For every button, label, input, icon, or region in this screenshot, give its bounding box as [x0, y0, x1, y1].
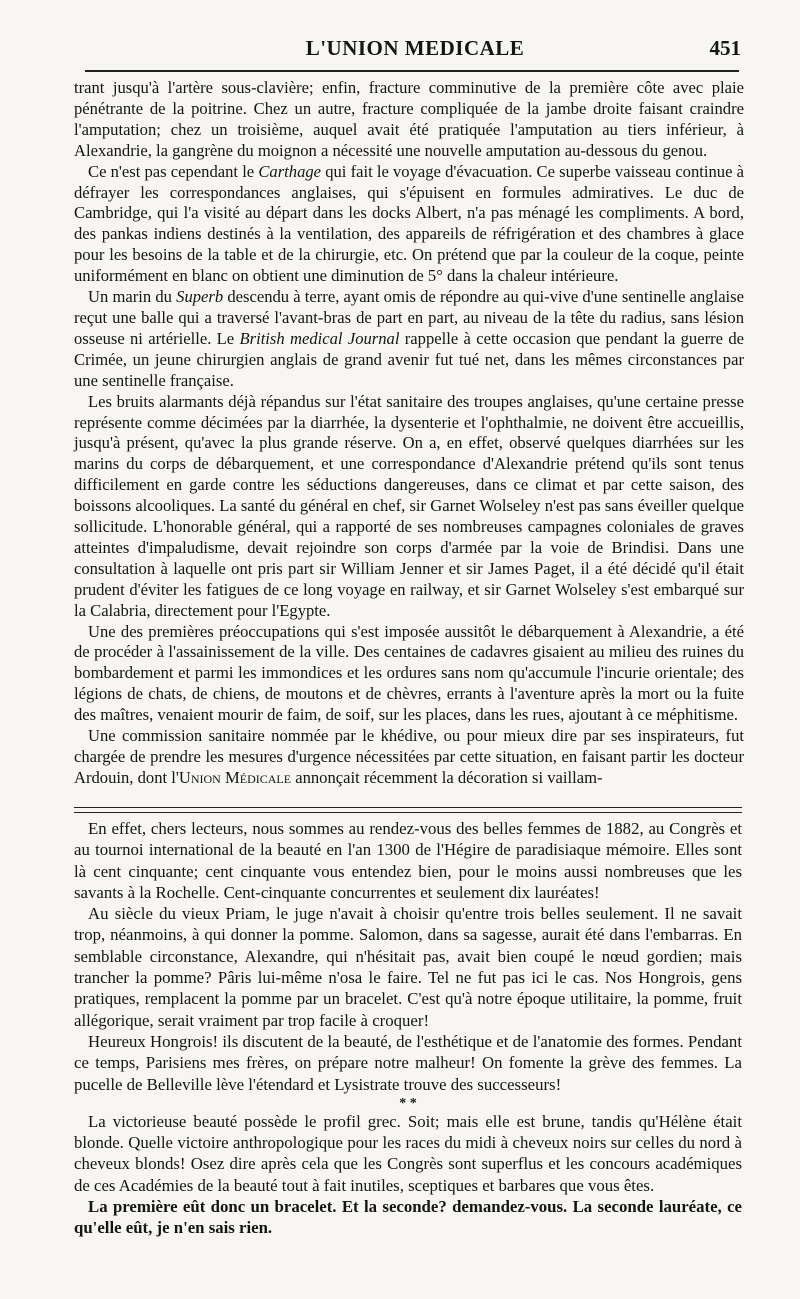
- ship-name: Superb: [176, 287, 224, 307]
- ship-name: Carthage: [258, 161, 322, 181]
- text-run: Un marin du: [88, 287, 177, 307]
- section-separator: * *: [399, 1095, 417, 1111]
- feuilleton-paragraph: Au siècle du vieux Priam, le juge n'avait à choisir qu'entre trois belles seulement. Il ne savait trop, néanmoins, à qui donner la pomme. Salomon, dans sa sagesse, aurait été dans l'embarras. En semblable circonstance, Alexandre, qui n'hésitait pas, avait bien coupé le nœud gordien; mais trancher la pomme? Pâris lui-même n'osa le faire. Tel ne fut pas ici le cas. Nos Hongrois, gens pratiques, remplacent la pomme par un bracelet. C'est qu'à notre époque utilitaire, la pomme, fruit allégorique, serait vraiment par trop facile à croquer!: [74, 904, 742, 1030]
- text-run: qui fait le voyage d'évacuation. Ce superbe vaisseau continue à défrayer les correspondances anglaises, qui s'épuisent en formules admiratives. Le duc de Cambridge, qui l'a visité au départ dans les docks Albert, n'a pas ménagé les compliments. A bord, des pankas indiens destinés à la ventilation, des appareils de réfrigération et des chambres à glace pour les besoins de la table et de la chirurgie, etc. On prétend que par la couleur de la coque, peinte uniformément en blanc on obtient une diminution de 5° dans la chaleur intérieure.: [74, 161, 744, 286]
- article-paragraph: [74, 287, 744, 392]
- feuilleton-section: [74, 818, 742, 1239]
- text-run: annonçait récemment la décoration si vaillam-: [291, 767, 603, 787]
- header-rule: [85, 70, 739, 72]
- text-run: Ce n'est pas cependant le: [88, 161, 259, 181]
- main-article: [74, 78, 744, 789]
- feuilleton-paragraph: La première eût donc un bracelet. Et la seconde? demandez-vous. La seconde lauréate, ce qu'elle eût, je n'en sais rien.: [74, 1197, 742, 1238]
- page-header: [85, 36, 745, 68]
- journal-name: Union Médicale: [178, 767, 292, 787]
- page-number: 451: [709, 36, 741, 60]
- text-run: Une commission sanitaire nommée par le khédive, ou pour mieux dire par ses inspirateurs, fut chargée de prendre les mesures d'urgence nécessitées par cette situation, en faisant partir les docteur Ardouin, dont l': [74, 726, 744, 787]
- article-paragraph: [74, 162, 744, 287]
- text-run: descendu à terre, ayant omis de répondre au qui-vive d'une sentinelle anglaise reçut une balle qui a traversé l'avant-bras de part en part, au niveau de la tête du radius, sans lésion osseuse ni artérielle. Le: [74, 287, 744, 348]
- article-paragraph: Une des premières préoccupations qui s'est imposée aussitôt le débarquement à Alexandrie, a été de procéder à l'assainissement de la ville. Des centaines de cadavres gisaient au milieu des ruines du bombardement et parmi les immondices et les ordures sans nom qu'accumule l'incurie orientale; des légions de chats, de chiens, de moutons et de chèvres, errants à l'aventure après la mort ou la fuite des maîtres, venaient mourir de faim, de soif, sur les places, dans les rues, ajoutant à ce méphitisme.: [74, 621, 744, 725]
- journal-name: British medical Journal: [239, 328, 400, 348]
- text-run: rappelle à cette occasion que pendant la guerre de Crimée, un jeune chirurgien anglais de grand avenir fut tué net, dans les mêmes circonstances par une sentinelle française.: [74, 328, 744, 390]
- article-paragraph: [74, 726, 744, 789]
- feuilleton-paragraph: La victorieuse beauté possède le profil grec. Soit; mais elle est brune, tandis qu'Hélène était blonde. Quelle victoire anthropologique pour les races du midi à cheveux noirs sur celles du nord à cheveux blonds! Osez dire après cela que les Congrès sont superflus et les concours académiques de ces Académies de la beauté tout à fait inutiles, sceptiques et barbares que vous êtes.: [74, 1111, 742, 1195]
- feuilleton-divider: [74, 807, 742, 813]
- journal-title: L'UNION MEDICALE: [305, 36, 525, 60]
- article-paragraph: Les bruits alarmants déjà répandus sur l'état sanitaire des troupes anglaises, qu'une certaine presse représente comme décimées par la diarrhée, la dysenterie et l'ophthalmie, ne doivent être accueillis, jusqu'à présent, qu'avec la plus grande réserve. On a, en effet, observé quelques diarrhées sur les marins du corps de débarquement, et une correspondance d'Alexandrie prétend qu'ils sont tenus difficilement en garde contre les séductions dangereuses, dans ce climat et par cette saison, des boissons alcooliques. La santé du général en chef, sir Garnet Wolseley n'est pas sans éveiller quelque sollicitude. L'honorable général, qui a rapporté de ses nombreuses campagnes coloniales de graves atteintes d'impaludisme, devait rejoindre son corps d'armée par la voie de Brindisi. Dans une consultation à laquelle ont pris part sir William Jenner et sir James Paget, il a été décidé qu'il était prudent d'éviter les fatigues de ce long voyage en railway, et sir Garnet Wolseley s'est embarqué sur la Calabria, directement pour l'Egypte.: [74, 391, 744, 620]
- feuilleton-paragraph: En effet, chers lecteurs, nous sommes au rendez-vous des belles femmes de 1882, au Congrès et au tournoi international de la beauté en l'an 1300 de l'Hégire de paradisiaque mémoire. Elles sont là cent cinquante; cent cinquante vous entendez bien, pour le moins aussi nombreuses que les savants à la Rochelle. Cent-cinquante concurrentes et seulement dix lauréates!: [74, 819, 742, 902]
- article-paragraph: trant jusqu'à l'artère sous-clavière; enfin, fracture comminutive de la première côte avec plaie pénétrante de la poitrine. Chez un autre, fracture compliquée de la jambe droite faisant craindre l'amputation; chez un troisième, auquel avait été pratiquée l'amputation au tiers inférieur, à Alexandrie, la gangrène du moignon a nécessité une nouvelle amputation au-dessous du genou.: [74, 78, 744, 160]
- feuilleton-paragraph: Heureux Hongrois! ils discutent de la beauté, de l'esthétique et de l'anatomie des formes. Pendant ce temps, Parisiens mes frères, on prépare notre malheur! On fomente la grève des femmes. La pucelle de Belleville lève l'étendard et Lysistrate trouve des successeurs!: [74, 1031, 742, 1094]
